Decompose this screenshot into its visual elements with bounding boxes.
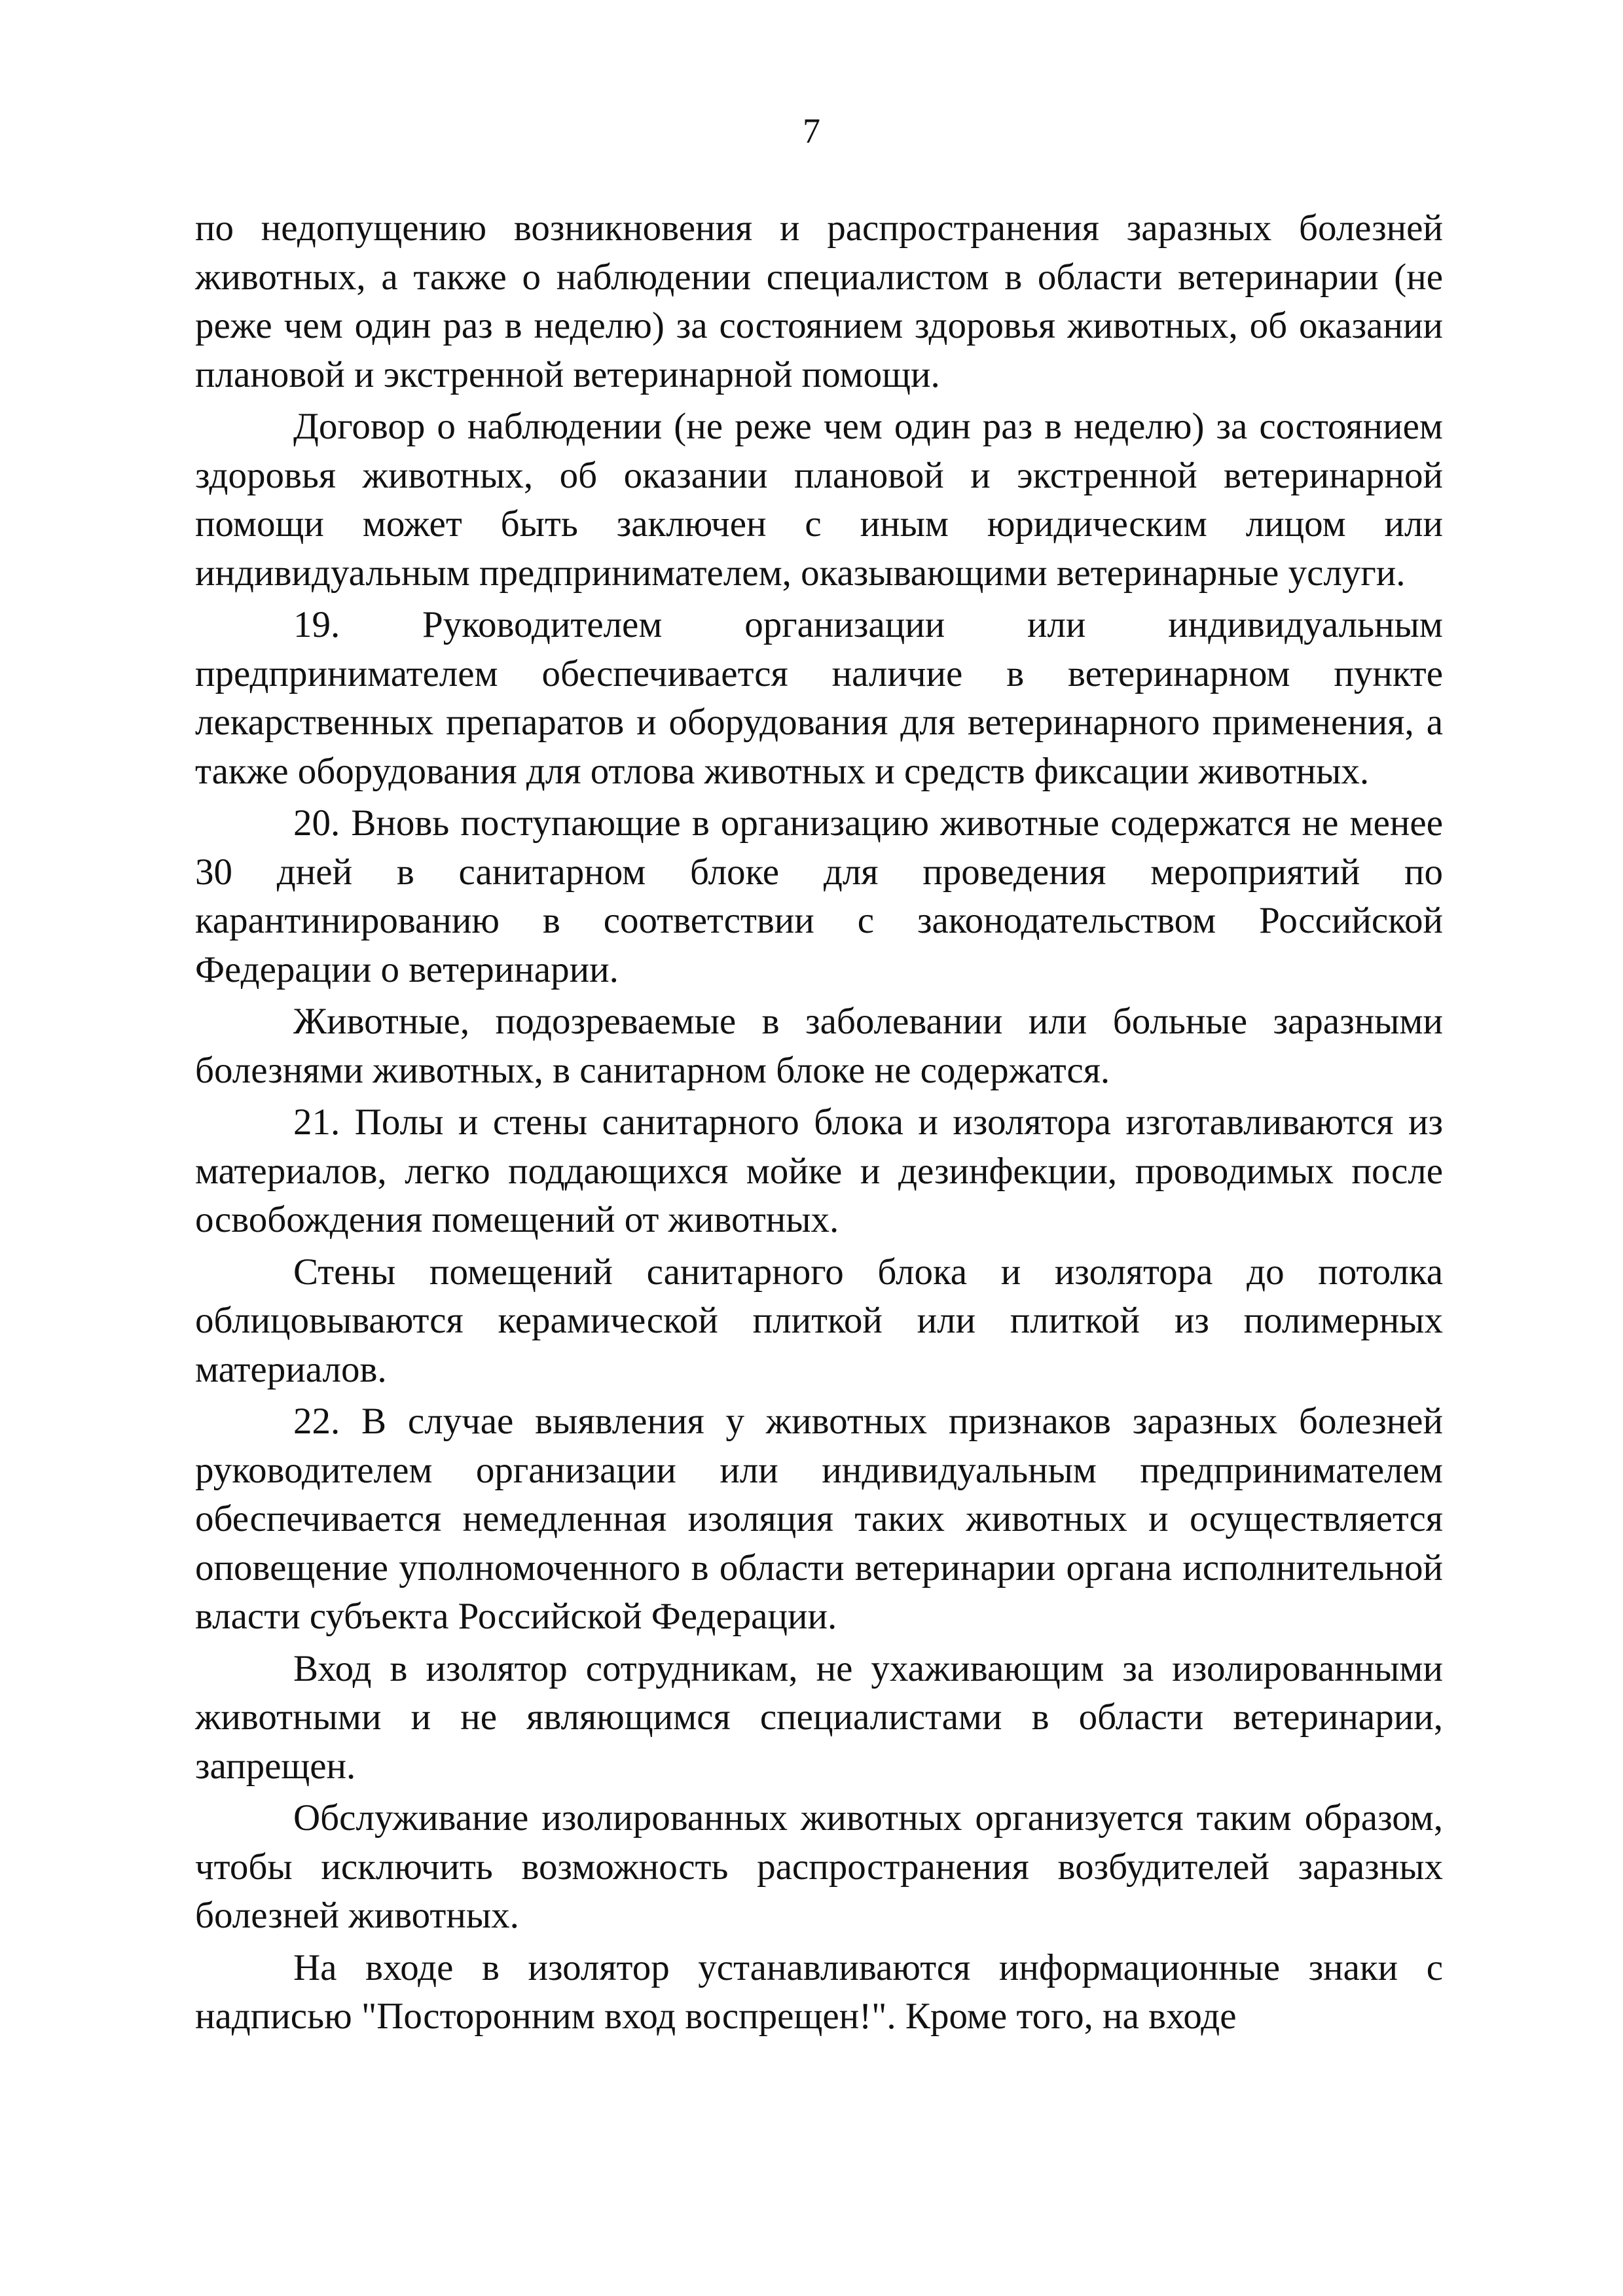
paragraph-walls: Стены помещений санитарного блока и изолятора до потолка облицовываются керамической плиткой или плиткой из полимерных материалов. xyxy=(195,1251,1443,1390)
paragraph-item-21: 21. Полы и стены санитарного блока и изолятора изготавливаются из материалов, легко поддающихся мойке и дезинфекции, проводимых после освобождения помещений от животных. xyxy=(195,1102,1443,1240)
page-number: 7 xyxy=(803,111,820,151)
document-body xyxy=(195,204,1443,2041)
paragraph-item-20: 20. Вновь поступающие в организацию животные содержатся не менее 30 дней в санитарном блоке для проведения мероприятий по карантинированию в соответствии с законодательством Российской Федерации о ветеринарии. xyxy=(195,802,1443,990)
paragraph-item-22: 22. В случае выявления у животных признаков заразных болезней руководителем организации или индивидуальным предпринимателем обеспечивается немедленная изоляция таких животных и осуществляется оповещение уполномоченного в области ветеринарии органа исполнительной власти субъекта Российской Федерации. xyxy=(195,1401,1443,1637)
paragraph-suspected-animals: Животные, подозреваемые в заболевании или больные заразными болезнями животных, в санитарном блоке не содержатся. xyxy=(195,1001,1443,1091)
paragraph-isolator-entry: Вход в изолятор сотрудникам, не ухаживающим за изолированными животными и не являющимся специалистами в области ветеринарии, запрещен. xyxy=(195,1647,1443,1787)
paragraph-isolated-service: Обслуживание изолированных животных организуется таким образом, чтобы исключить возможность распространения возбудителей заразных болезней животных. xyxy=(195,1797,1443,1936)
paragraph-item-19: 19. Руководителем организации или индивидуальным предпринимателем обеспечивается наличие в ветеринарном пункте лекарственных препаратов и оборудования для ветеринарного применения, а также оборудования для отлова животных и средств фиксации животных. xyxy=(195,604,1443,792)
paragraph-continuation: по недопущению возникновения и распространения заразных болезней животных, а также о наблюдении специалистом в области ветеринарии (не реже чем один раз в неделю) за состоянием здоровья животных, об оказании плановой и экстренной ветеринарной помощи. xyxy=(195,207,1443,395)
paragraph-contract: Договор о наблюдении (не реже чем один раз в неделю) за состоянием здоровья животных, об оказании плановой и экстренной ветеринарной помощи может быть заключен с иным юридическим лицом или индивидуальным предпринимателем, оказывающими ветеринарные услуги. xyxy=(195,406,1443,594)
paragraph-signs: На входе в изолятор устанавливаются информационные знаки с надписью "Посторонним вход воспрещен!". Кроме того, на входе xyxy=(195,1946,1443,2037)
